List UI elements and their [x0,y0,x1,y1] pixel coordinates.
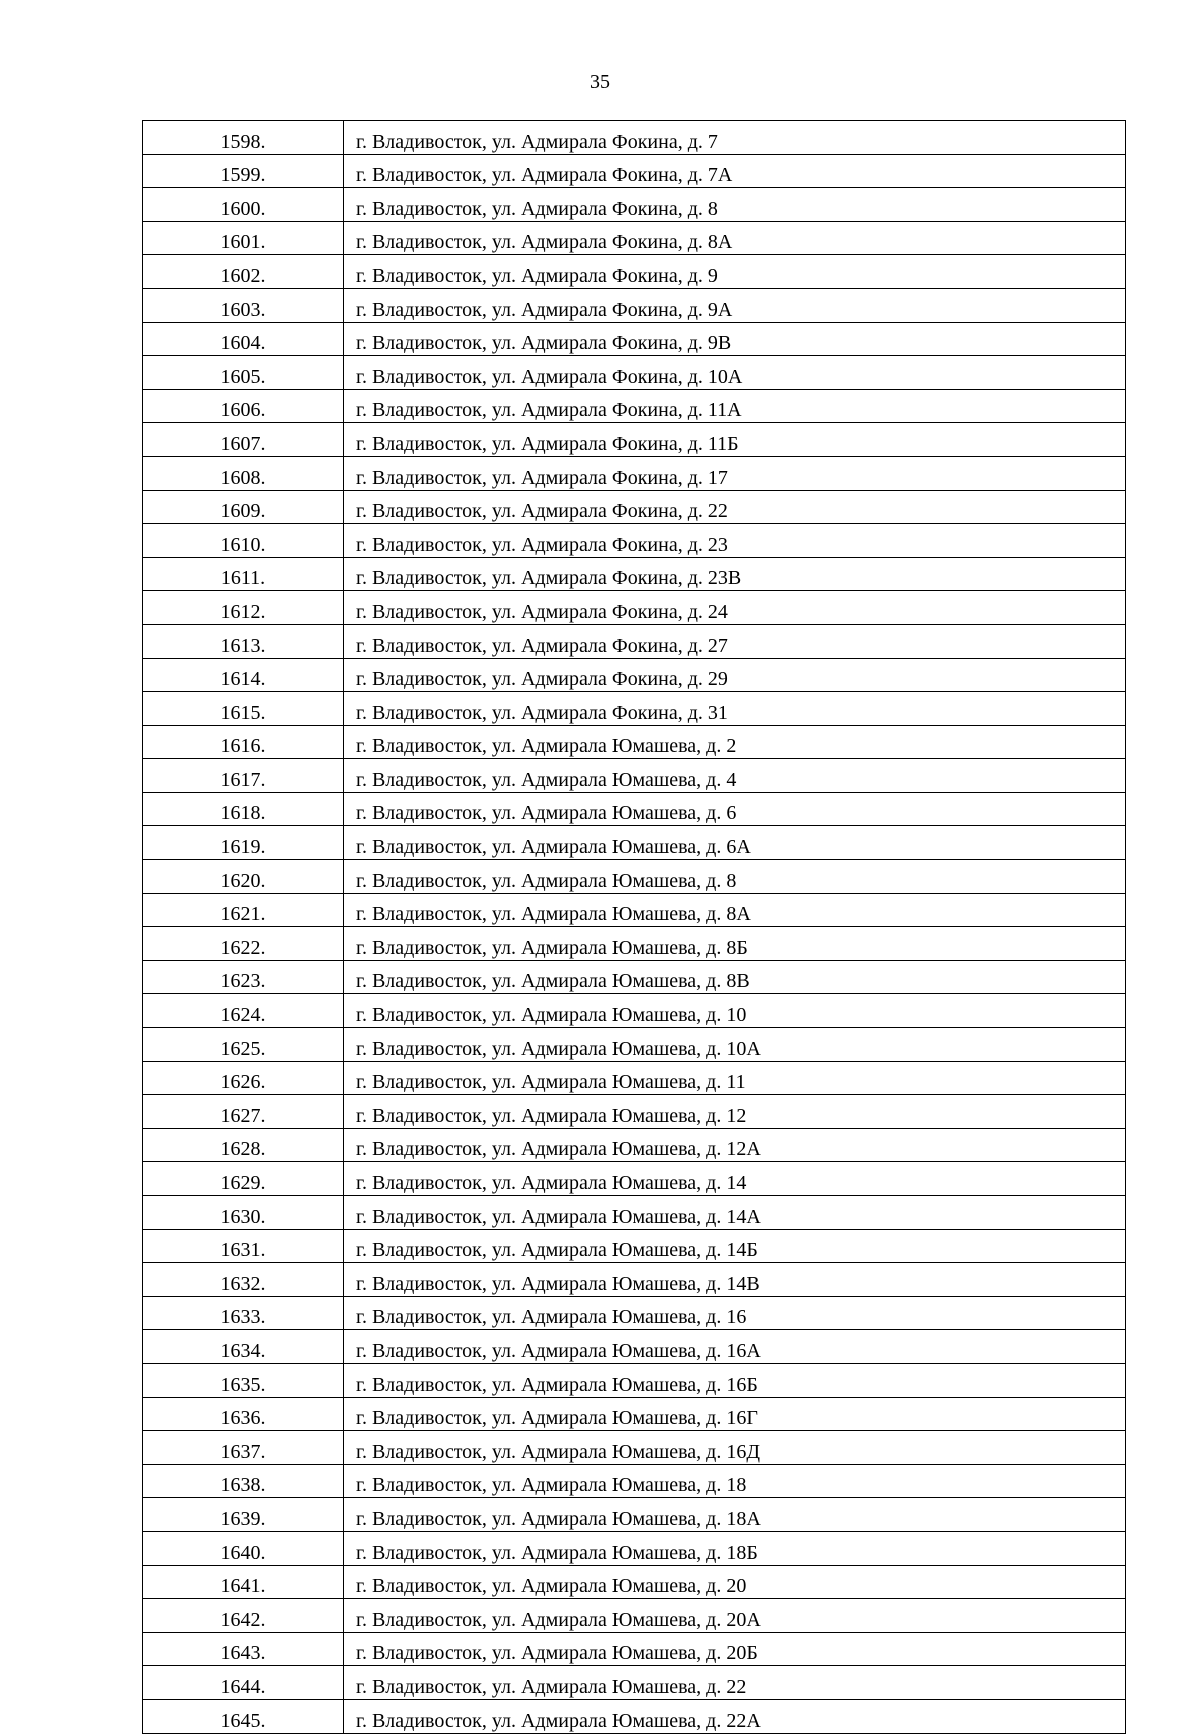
row-number: 1617. [143,759,344,793]
row-number: 1600. [143,188,344,222]
row-number: 1620. [143,860,344,894]
row-number: 1615. [143,692,344,726]
row-number: 1628. [143,1128,344,1162]
row-address: г. Владивосток, ул. Адмирала Юмашева, д. 20А [344,1599,1126,1633]
table-row [143,792,1126,826]
row-address: г. Владивосток, ул. Адмирала Фокина, д. 17 [344,456,1126,490]
row-number: 1624. [143,994,344,1028]
table-row [143,1599,1126,1633]
row-number: 1604. [143,322,344,356]
row-address: г. Владивосток, ул. Адмирала Фокина, д. 8 [344,188,1126,222]
row-address: г. Владивосток, ул. Адмирала Юмашева, д. 11 [344,1061,1126,1095]
row-address: г. Владивосток, ул. Адмирала Юмашева, д. 14 [344,1162,1126,1196]
table-row [143,1128,1126,1162]
table-row [143,860,1126,894]
row-number: 1644. [143,1666,344,1700]
row-address: г. Владивосток, ул. Адмирала Фокина, д. 9А [344,288,1126,322]
row-number: 1630. [143,1196,344,1230]
row-address: г. Владивосток, ул. Адмирала Юмашева, д. 8А [344,893,1126,927]
row-number: 1643. [143,1632,344,1666]
table-row [143,759,1126,793]
row-address: г. Владивосток, ул. Адмирала Фокина, д. 7 [344,121,1126,155]
table-row [143,1363,1126,1397]
row-number: 1598. [143,121,344,155]
row-address: г. Владивосток, ул. Адмирала Юмашева, д. 22А [344,1699,1126,1733]
row-number: 1622. [143,927,344,961]
row-number: 1623. [143,960,344,994]
row-address: г. Владивосток, ул. Адмирала Фокина, д. 27 [344,624,1126,658]
table-row [143,826,1126,860]
row-number: 1640. [143,1531,344,1565]
table-row [143,288,1126,322]
row-address: г. Владивосток, ул. Адмирала Юмашева, д. 6А [344,826,1126,860]
row-address: г. Владивосток, ул. Адмирала Юмашева, д. 16А [344,1330,1126,1364]
table-row [143,1061,1126,1095]
table-row [143,1699,1126,1733]
row-number: 1637. [143,1431,344,1465]
row-address: г. Владивосток, ул. Адмирала Юмашева, д. 20Б [344,1632,1126,1666]
row-number: 1609. [143,490,344,524]
row-number: 1631. [143,1229,344,1263]
row-number: 1626. [143,1061,344,1095]
table-row [143,1296,1126,1330]
row-number: 1636. [143,1397,344,1431]
row-address: г. Владивосток, ул. Адмирала Юмашева, д. 2 [344,725,1126,759]
table-row [143,1666,1126,1700]
table-row [143,1196,1126,1230]
row-address: г. Владивосток, ул. Адмирала Юмашева, д. 6 [344,792,1126,826]
row-number: 1610. [143,524,344,558]
row-number: 1642. [143,1599,344,1633]
row-address: г. Владивосток, ул. Адмирала Фокина, д. 22 [344,490,1126,524]
table-row [143,1397,1126,1431]
table-row [143,1632,1126,1666]
row-number: 1634. [143,1330,344,1364]
row-address: г. Владивосток, ул. Адмирала Юмашева, д. 18 [344,1464,1126,1498]
row-address: г. Владивосток, ул. Адмирала Юмашева, д. 10А [344,1028,1126,1062]
table-row [143,591,1126,625]
table-row [143,121,1126,155]
table-row [143,1565,1126,1599]
row-number: 1638. [143,1464,344,1498]
table-row [143,1498,1126,1532]
row-address: г. Владивосток, ул. Адмирала Фокина, д. 11Б [344,423,1126,457]
table-row [143,188,1126,222]
row-address: г. Владивосток, ул. Адмирала Юмашева, д. 14Б [344,1229,1126,1263]
address-table-body [143,121,1126,1734]
row-number: 1599. [143,154,344,188]
row-address: г. Владивосток, ул. Адмирала Юмашева, д. 20 [344,1565,1126,1599]
table-row [143,692,1126,726]
table-row [143,960,1126,994]
table-row [143,1229,1126,1263]
table-row [143,1330,1126,1364]
row-address: г. Владивосток, ул. Адмирала Юмашева, д. 8В [344,960,1126,994]
table-row [143,994,1126,1028]
row-number: 1641. [143,1565,344,1599]
table-row [143,389,1126,423]
row-address: г. Владивосток, ул. Адмирала Фокина, д. 8А [344,221,1126,255]
table-row [143,221,1126,255]
row-address: г. Владивосток, ул. Адмирала Юмашева, д. 16 [344,1296,1126,1330]
row-address: г. Владивосток, ул. Адмирала Юмашева, д. 16Б [344,1363,1126,1397]
table-row [143,557,1126,591]
row-number: 1614. [143,658,344,692]
row-number: 1629. [143,1162,344,1196]
row-number: 1607. [143,423,344,457]
row-address: г. Владивосток, ул. Адмирала Юмашева, д. 10 [344,994,1126,1028]
page-number: 35 [590,71,610,93]
row-number: 1645. [143,1699,344,1733]
row-address: г. Владивосток, ул. Адмирала Фокина, д. 10А [344,356,1126,390]
table-row [143,456,1126,490]
row-address: г. Владивосток, ул. Адмирала Юмашева, д. 14А [344,1196,1126,1230]
table-row [143,658,1126,692]
row-number: 1608. [143,456,344,490]
row-address: г. Владивосток, ул. Адмирала Фокина, д. 9В [344,322,1126,356]
row-address: г. Владивосток, ул. Адмирала Фокина, д. 11А [344,389,1126,423]
row-number: 1603. [143,288,344,322]
row-address: г. Владивосток, ул. Адмирала Фокина, д. 7А [344,154,1126,188]
row-address: г. Владивосток, ул. Адмирала Юмашева, д. 18А [344,1498,1126,1532]
row-number: 1633. [143,1296,344,1330]
row-address: г. Владивосток, ул. Адмирала Юмашева, д. 16Д [344,1431,1126,1465]
table-row [143,1028,1126,1062]
row-number: 1621. [143,893,344,927]
row-number: 1612. [143,591,344,625]
row-address: г. Владивосток, ул. Адмирала Юмашева, д. 12 [344,1095,1126,1129]
row-number: 1616. [143,725,344,759]
table-row [143,927,1126,961]
row-address: г. Владивосток, ул. Адмирала Юмашева, д. 4 [344,759,1126,793]
table-row [143,725,1126,759]
table-row [143,524,1126,558]
row-number: 1618. [143,792,344,826]
table-row [143,893,1126,927]
row-address: г. Владивосток, ул. Адмирала Юмашева, д. 8 [344,860,1126,894]
row-number: 1635. [143,1363,344,1397]
address-table [142,120,1126,1734]
row-address: г. Владивосток, ул. Адмирала Юмашева, д. 22 [344,1666,1126,1700]
row-number: 1625. [143,1028,344,1062]
table-row [143,255,1126,289]
row-address: г. Владивосток, ул. Адмирала Юмашева, д. 14В [344,1263,1126,1297]
table-row [143,1464,1126,1498]
table-row [143,154,1126,188]
row-address: г. Владивосток, ул. Адмирала Юмашева, д. 12А [344,1128,1126,1162]
row-number: 1627. [143,1095,344,1129]
table-row [143,423,1126,457]
row-address: г. Владивосток, ул. Адмирала Юмашева, д. 16Г [344,1397,1126,1431]
table-row [143,1162,1126,1196]
row-number: 1601. [143,221,344,255]
table-row [143,1531,1126,1565]
table-row [143,1263,1126,1297]
row-address: г. Владивосток, ул. Адмирала Фокина, д. 24 [344,591,1126,625]
row-address: г. Владивосток, ул. Адмирала Юмашева, д. 18Б [344,1531,1126,1565]
table-row [143,356,1126,390]
row-address: г. Владивосток, ул. Адмирала Юмашева, д. 8Б [344,927,1126,961]
row-address: г. Владивосток, ул. Адмирала Фокина, д. 23В [344,557,1126,591]
table-row [143,1095,1126,1129]
row-number: 1606. [143,389,344,423]
table-row [143,490,1126,524]
row-address: г. Владивосток, ул. Адмирала Фокина, д. 29 [344,658,1126,692]
row-number: 1613. [143,624,344,658]
row-number: 1611. [143,557,344,591]
row-address: г. Владивосток, ул. Адмирала Фокина, д. 9 [344,255,1126,289]
row-number: 1632. [143,1263,344,1297]
row-address: г. Владивосток, ул. Адмирала Фокина, д. 31 [344,692,1126,726]
table-row [143,624,1126,658]
row-number: 1619. [143,826,344,860]
table-row [143,1431,1126,1465]
row-address: г. Владивосток, ул. Адмирала Фокина, д. 23 [344,524,1126,558]
table-row [143,322,1126,356]
row-number: 1639. [143,1498,344,1532]
row-number: 1605. [143,356,344,390]
row-number: 1602. [143,255,344,289]
